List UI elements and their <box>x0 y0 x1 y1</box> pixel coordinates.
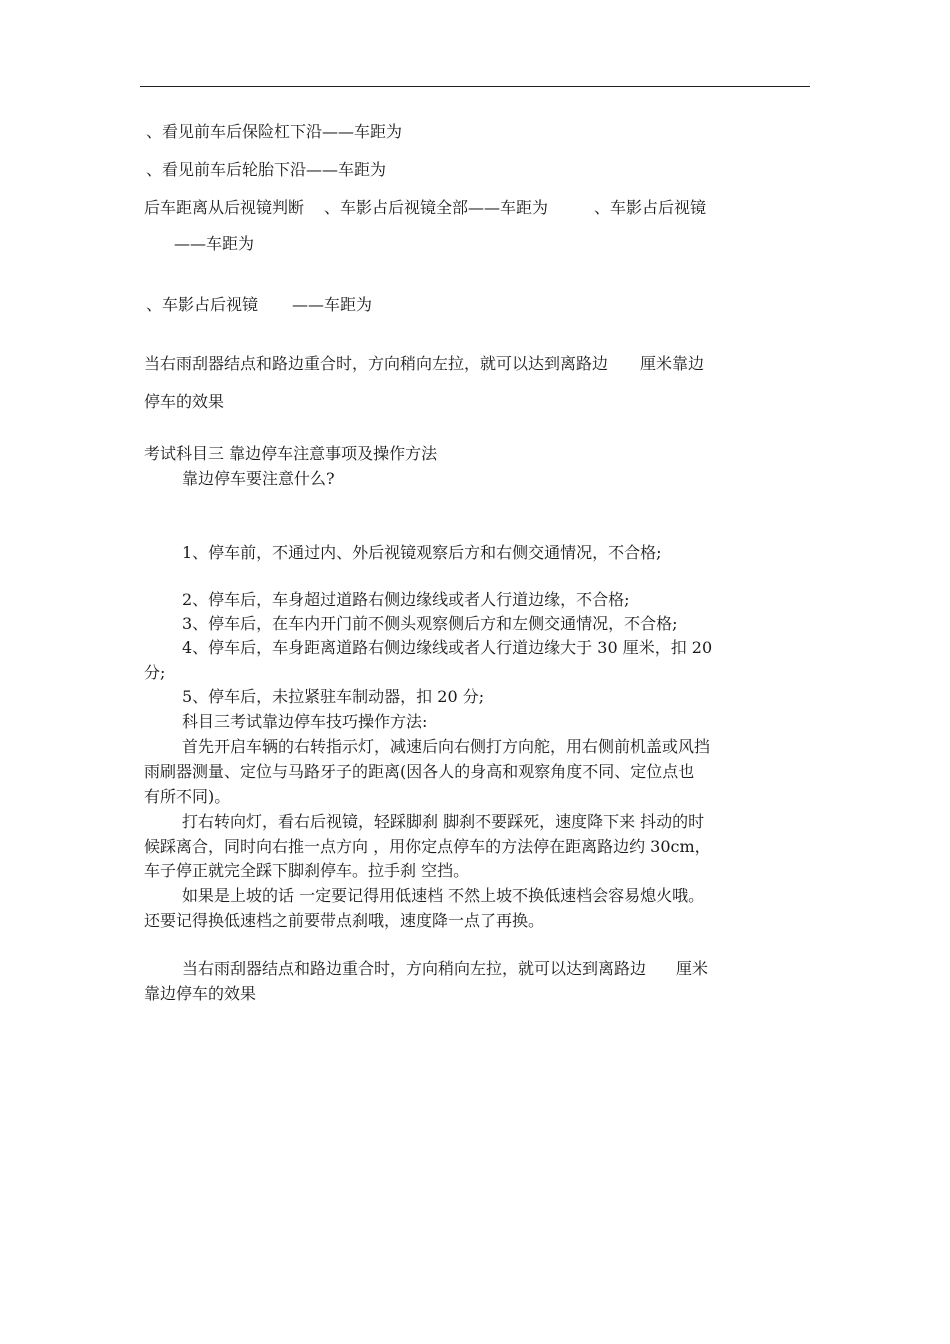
mirror-partial-text: 、车影占后视镜 <box>594 198 707 217</box>
rule-item: 5、停车后，未拉紧驻车制动器，扣 20 分; <box>182 687 485 706</box>
paragraph-line: 雨刷器测量、定位与马路牙子的距离(因各人的身高和观察角度不同、定位点也 <box>144 762 695 781</box>
wiper-text: 当右雨刮器结点和路边重合时，方向稍向左拉，就可以达到离路边 <box>144 354 609 373</box>
header-rule <box>140 86 810 87</box>
wiper-line <box>144 353 704 375</box>
rule-item: 2、停车后，车身超过道路右侧边缘线或者人行道边缘，不合格; <box>182 590 630 609</box>
rule-item: 4、停车后，车身距离道路右侧边缘线或者人行道边缘大于 30 厘米，扣 20 <box>182 638 713 657</box>
distance-line-tire: 、看见前车后轮胎下沿——车距为 <box>146 160 387 179</box>
paragraph-line: 有所不同)。 <box>144 787 231 806</box>
distance-line-bumper: 、看见前车后保险杠下沿——车距为 <box>146 122 403 141</box>
method-heading: 科目三考试靠边停车技巧操作方法: <box>182 712 428 731</box>
mirror-second-text: 、车影占后视镜 <box>146 295 259 314</box>
mirror-distance-line: ——车距为 <box>174 234 255 253</box>
paragraph-line: 还要记得换低速档之前要带点刹哦，速度降一点了再换。 <box>144 911 545 930</box>
paragraph-line: 车子停正就完全踩下脚刹停车。拉手刹 空挡。 <box>144 861 470 880</box>
closing-text: 当右雨刮器结点和路边重合时，方向稍向左拉，就可以达到离路边 <box>182 959 647 978</box>
article-question: 靠边停车要注意什么? <box>182 469 335 488</box>
mirror-line-second <box>146 294 372 316</box>
closing-line <box>182 958 708 980</box>
wiper-line-end: 停车的效果 <box>144 392 225 411</box>
paragraph-line: 打右转向灯，看右后视镜，轻踩脚刹 脚刹不要踩死，速度降下来 抖动的时 <box>182 812 705 831</box>
mirror-second-distance: ——车距为 <box>292 295 373 314</box>
rule-item: 1、停车前，不通过内、外后视镜观察后方和右侧交通情况，不合格; <box>182 543 662 562</box>
wiper-cm-text: 厘米靠边 <box>640 354 705 373</box>
article-title: 考试科目三 靠边停车注意事项及操作方法 <box>144 444 438 463</box>
closing-line-end: 靠边停车的效果 <box>144 984 257 1003</box>
paragraph-line: 首先开启车辆的右转指示灯，减速后向右侧打方向舵，用右侧前机盖或风挡 <box>182 737 711 756</box>
mirror-line-heading <box>144 197 706 219</box>
paragraph-line: 如果是上坡的话 一定要记得用低速档 不然上坡不换低速档会容易熄火哦。 <box>182 886 705 905</box>
mirror-heading-text: 后车距离从后视镜判断 <box>144 198 305 217</box>
rule-item: 3、停车后，在车内开门前不侧头观察侧后方和左侧交通情况，不合格; <box>182 614 678 633</box>
closing-cm-text: 厘米 <box>676 959 709 978</box>
mirror-full-text: 、车影占后视镜全部——车距为 <box>324 198 549 217</box>
rule-item-continuation: 分; <box>144 663 166 682</box>
paragraph-line: 候踩离合，同时向右推一点方向 ，用你定点停车的方法停在距离路边约 30cm， <box>144 837 711 856</box>
